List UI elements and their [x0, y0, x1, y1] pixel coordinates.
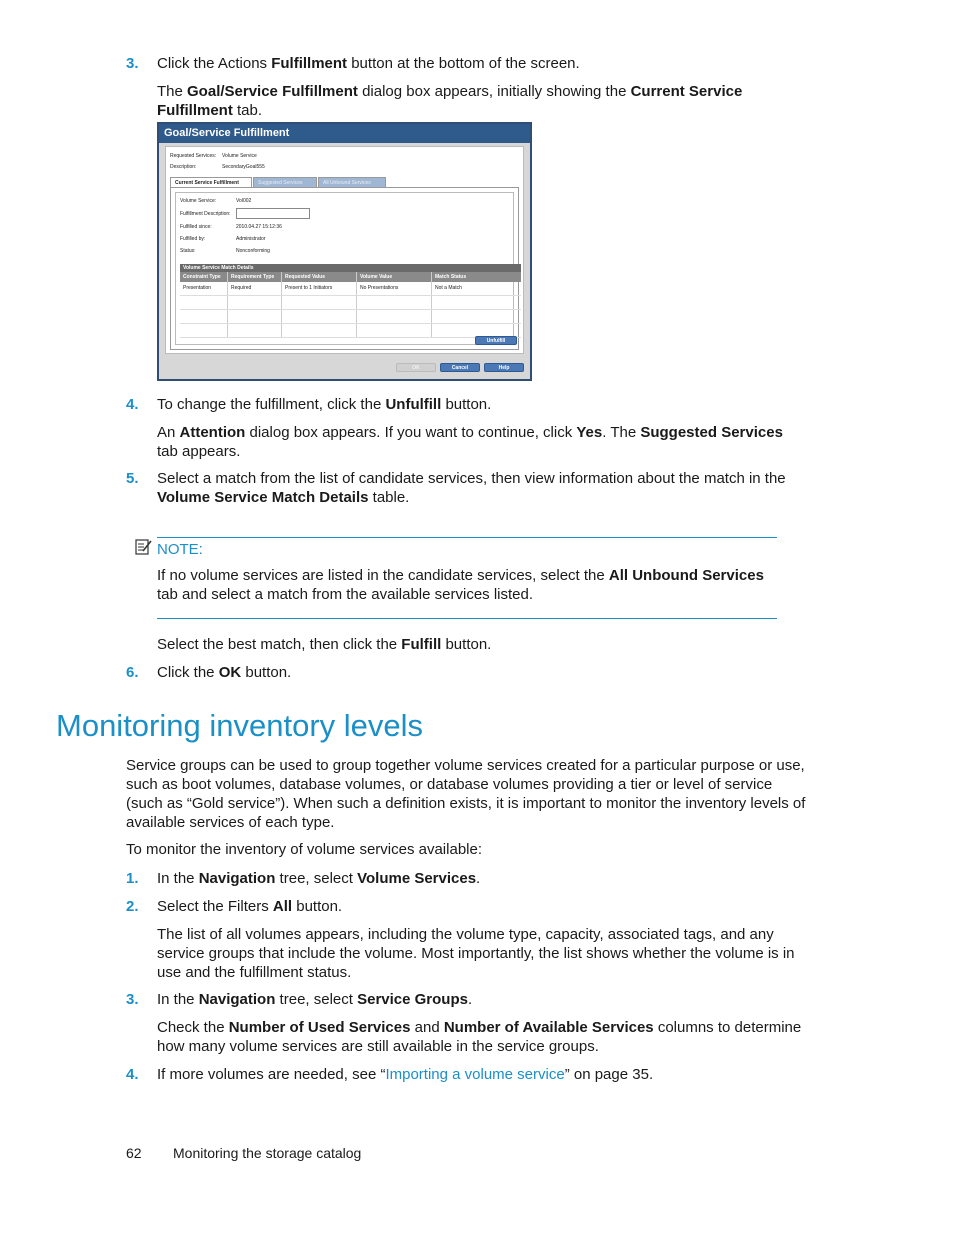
step-text: Click the Actions Fulfillment button at the bottom of the screen.: [157, 55, 580, 72]
column-header[interactable]: Volume Value: [357, 272, 432, 282]
section-heading: Monitoring inventory levels: [56, 708, 424, 743]
fulfillment-details: [175, 192, 514, 345]
step-text: Select the Filters All button.: [157, 898, 343, 915]
field-label: Status:: [180, 248, 196, 254]
note-icon: [134, 538, 152, 556]
step-number: 3.: [126, 55, 139, 72]
column-header[interactable]: Constraint Type: [180, 272, 228, 282]
step-paragraph: An Attention dialog box appears. If you want to continue, click Yes. The Suggested Services tab appears.: [157, 424, 783, 460]
section-lead: To monitor the inventory of volume services available:: [126, 841, 483, 858]
footer-title: Monitoring the storage catalog: [173, 1145, 362, 1161]
step-number: 6.: [126, 664, 139, 681]
requested-services-label: Requested Services:: [170, 153, 217, 159]
note-text: If no volume services are listed in the candidate services, select the All Unbound Services tab and select a match from the available services listed.: [157, 567, 764, 603]
step-text: If more volumes are needed, see “Importing a volume service” on page 35.: [157, 1066, 654, 1083]
unfulfill-button[interactable]: Unfulfill: [475, 336, 517, 345]
field-label: Fulfilled by:: [180, 236, 206, 242]
step-text: Click the OK button.: [157, 664, 292, 681]
table-cell: Not a Match: [435, 285, 462, 291]
match-details-grid: [180, 264, 521, 338]
step-number: 2.: [126, 898, 139, 915]
tab-all-unbound-services[interactable]: All Unbound Services: [318, 177, 386, 187]
grid-header: [180, 272, 521, 282]
column-header[interactable]: Requested Value: [282, 272, 357, 282]
field-value: Vol002: [236, 198, 252, 204]
step-text: In the Navigation tree, select Service Groups.: [157, 991, 473, 1008]
field-label: Fulfillment Description:: [180, 211, 231, 217]
column-header[interactable]: Match Status: [435, 274, 467, 280]
cancel-button[interactable]: Cancel: [440, 363, 480, 372]
table-row-empty: [180, 296, 521, 310]
step-paragraph: The Goal/Service Fulfillment dialog box appears, initially showing the Current Service Fulfillment tab.: [157, 83, 743, 119]
field-value: Nonconforming: [236, 248, 270, 254]
requested-services-value: Volume Service: [222, 153, 257, 159]
tab-panel: [170, 187, 519, 350]
note-rule-top: [157, 537, 777, 538]
step-number: 1.: [126, 870, 139, 887]
step-number: 5.: [126, 470, 139, 487]
fulfillment-description-input[interactable]: [236, 208, 310, 219]
field-value: 2010.04.27 15:12:36: [236, 224, 282, 230]
ok-button[interactable]: OK: [396, 363, 436, 372]
grid-title: Volume Service Match Details: [180, 264, 521, 272]
table-row[interactable]: [180, 282, 521, 296]
field-value: Administrator: [236, 236, 266, 242]
table-cell: No Presentations: [357, 282, 432, 295]
page-number: 62: [126, 1145, 142, 1161]
step-paragraph: Check the Number of Used Services and Number of Available Services columns to determine how many volume services are still available in the service groups.: [157, 1019, 802, 1055]
field-label: Volume Service:: [180, 198, 217, 204]
table-row-empty: [180, 324, 521, 338]
description-value: SecondaryGoal555: [222, 164, 265, 170]
table-row-empty: [180, 310, 521, 324]
step-text: Select a match from the list of candidate services, then view information about the match in the Volume Service Match Details table.: [157, 470, 786, 506]
step-paragraph: Select the best match, then click the Fulfill button.: [157, 636, 492, 653]
step-number: 4.: [126, 396, 139, 413]
note-rule-bottom: [157, 618, 777, 619]
field-label: Fulfilled since:: [180, 224, 212, 230]
tab-suggested-services[interactable]: Suggested Services: [253, 177, 317, 187]
table-cell: Present to 1 Initiators: [282, 282, 357, 295]
step-number: 4.: [126, 1066, 139, 1083]
description-label: Description:: [170, 164, 197, 170]
table-cell: Required: [228, 282, 282, 295]
dialog-title: Goal/Service Fulfillment: [159, 124, 530, 143]
goal-service-fulfillment-dialog: [157, 122, 532, 381]
help-button[interactable]: Help: [484, 363, 524, 372]
column-header[interactable]: Requirement Type: [228, 272, 282, 282]
importing-volume-service-link[interactable]: Importing a volume service: [385, 1066, 565, 1083]
table-cell: Presentation: [180, 282, 228, 295]
step-text: To change the fulfillment, click the Unfulfill button.: [157, 396, 492, 413]
dialog-body: [165, 146, 524, 354]
step-paragraph: The list of all volumes appears, including the volume type, capacity, associated tags, and any service groups that include the volume. Most importantly, the list shows whether the volume is in use and the fulfillment status.: [157, 926, 795, 981]
note-label: NOTE:: [157, 541, 203, 558]
step-text: In the Navigation tree, select Volume Services.: [157, 870, 481, 887]
step-number: 3.: [126, 991, 139, 1008]
section-intro: Service groups can be used to group together volume services created for a particular purpose or use, such as boot volumes, database volumes, or database volumes providing a tier or level of service (such as “Gold service”). When such a definition exists, it is important to monitor the inventory levels of available services of each type.: [126, 757, 806, 831]
tab-current-service-fulfillment[interactable]: Current Service Fulfillment: [170, 177, 252, 187]
